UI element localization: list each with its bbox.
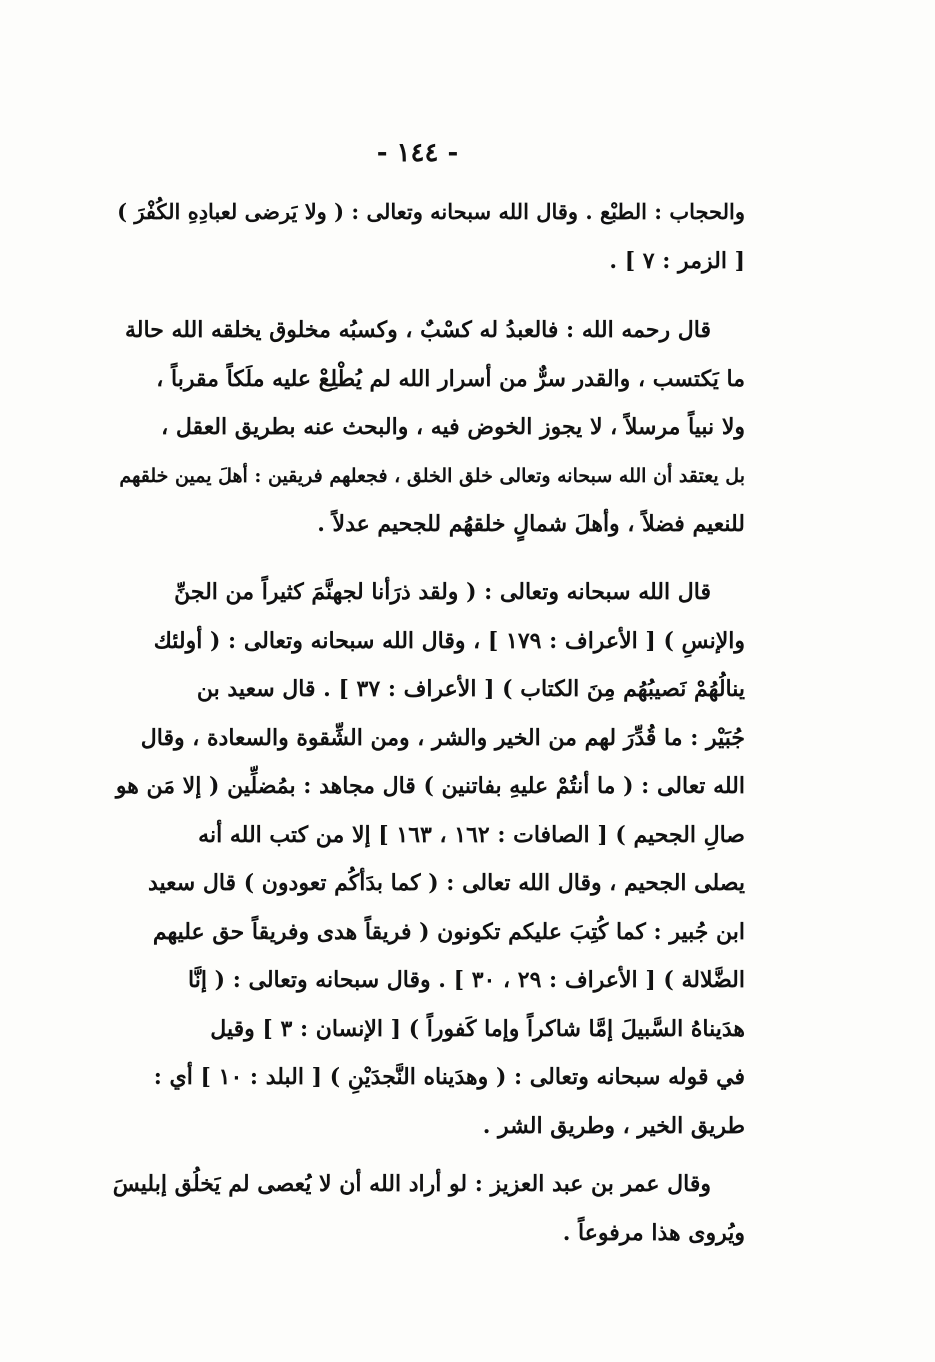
text-line: [ الزمر : ٧ ] . xyxy=(609,247,745,274)
paragraph-2 xyxy=(95,306,745,549)
text-line: قال الله سبحانه وتعالى : ( ولقد ذرَأنا لجهنَّمَ كثيراً من الجنِّ xyxy=(174,579,711,605)
text-line: وقال عمر بن عبد العزيز : لو أراد الله أن لا يُعصى لم يَخلُق إبليسَ xyxy=(112,1171,711,1197)
page-number: - ١٤٤ - xyxy=(376,138,459,168)
text-line: للنعيم فضلاً ، وأهلَ شمالٍ خلقهُم للجحيم عدلاً . xyxy=(317,511,745,537)
paragraph-3 xyxy=(95,568,745,1150)
text-line: الله تعالى : ( ما أنتُمْ عليهِ بفاتنين ) قال مجاهد : بمُضلِّين ( إلا مَن هو xyxy=(115,773,745,799)
text-line: والإنسِ ) [ الأعراف : ١٧٩ ] ، وقال الله سبحانه وتعالى : ( أولئك xyxy=(153,627,745,654)
text-line: طريق الخير ، وطريق الشر . xyxy=(482,1112,745,1139)
text-line: الضَّلالة ) [ الأعراف : ٢٩ ، ٣٠ ] . وقال سبحانه وتعالى : ( إنَّا xyxy=(188,967,745,993)
text-line: ينالُهُمْ نَصيبُهُم مِنَ الكتاب ) [ الأعراف : ٣٧ ] . قال سعيد بن xyxy=(196,676,745,702)
text-line: ابن جُبير : كما كُتِبَ عليكم تكونون ( فريقاً هدى وفريقاً حق عليهم xyxy=(152,918,745,945)
text-line: ما يَكتسب ، والقدر سرٌّ من أسرار الله لم يُطْلِعْ عليه ملَكاً مقرباً ، xyxy=(156,365,745,392)
text-line: ويُروى هذا مرفوعاً . xyxy=(562,1219,745,1246)
text-line: جُبَيْر : ما قُدِّرَ لهم من الخير والشر ، ومن الشِّقوة والسعادة ، وقال xyxy=(140,724,745,751)
text-line: يصلى الجحيم ، وقال الله تعالى : ( كما بدَأكُم تعودون ) قال سعيد xyxy=(147,870,745,896)
text-line: صالِ الجحيم ) [ الصافات : ١٦٢ ، ١٦٣ ] إلا من كتب الله أنه xyxy=(198,821,745,848)
text-line: بل يعتقد أن الله سبحانه وتعالى خلق الخلق ، فجعلهم فريقين : أهلَ يمين خلقهم xyxy=(119,464,745,487)
text-line: في قوله سبحانه وتعالى : ( وهدَيناه النَّجدَيْنِ ) [ البلد : ١٠ ] أي : xyxy=(153,1064,745,1090)
paragraph-4 xyxy=(95,1160,745,1257)
paragraph-1 xyxy=(95,188,745,285)
text-line: هدَيناهُ السَّبيلَ إمَّا شاكراً وإما كَفوراً ) [ الإنسان : ٣ ] وقيل xyxy=(210,1015,745,1042)
text-line: والحجاب : الطبْع . وقال الله سبحانه وتعالى : ( ولا يَرضى لعبادِهِ الكُفْرَ ) xyxy=(117,199,745,224)
text-line: قال رحمه الله : فالعبدُ له كسْبٌ ، وكسبُه مخلوق يخلقه الله حالة xyxy=(125,317,711,343)
text-line: ولا نبياً مرسلاً ، لا يجوز الخوض فيه ، والبحث عنه بطريق العقل ، xyxy=(161,414,745,440)
